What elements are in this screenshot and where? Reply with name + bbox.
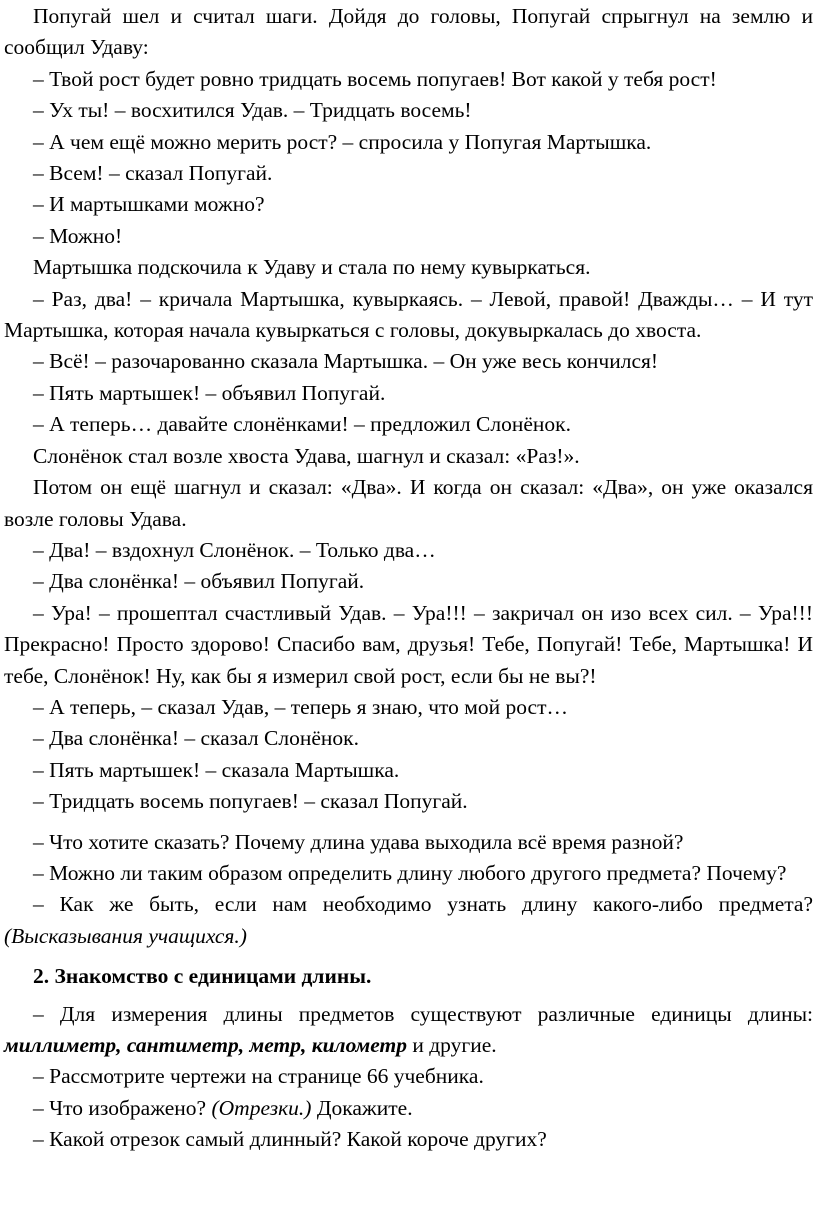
task-2 — [4, 1093, 813, 1124]
units-paragraph — [4, 999, 813, 1062]
story-paragraph: – Пять мартышек! – объявил Попугай. — [33, 380, 386, 405]
story-paragraph: – А теперь, – сказал Удав, – теперь я знаю, что мой рост… — [33, 694, 568, 719]
story-paragraph: – А теперь… давайте слонёнками! – предложил Слонёнок. — [33, 412, 571, 437]
story-paragraph: – Можно! — [33, 223, 123, 248]
story-paragraph: Слонёнок стал возле хвоста Удава, шагнул и сказал: «Раз!». — [33, 443, 580, 468]
story-paragraph: – Тридцать восемь попугаев! – сказал Попугай. — [33, 789, 468, 814]
story-paragraph: – Два слонёнка! – объявил Попугай. — [33, 569, 365, 594]
task-2-tail: Докажите. — [311, 1095, 413, 1120]
section-heading: 2. Знакомство с единицами длины. — [33, 964, 372, 989]
story-paragraph: – Два! – вздохнул Слонёнок. – Только два… — [33, 537, 436, 562]
task-1: – Рассмотрите чертежи на странице 66 учебника. — [33, 1064, 484, 1089]
story-paragraph: – И мартышками можно? — [33, 192, 265, 217]
story-paragraph: – Ура! – прошептал счастливый Удав. – Ура!!! – закричал он изо всех сил. – Ура!!! Прекрасно! Просто здорово! Спасибо вам, друзья! Тебе, Попугай! Тебе, Мартышка! И тебе, Слонёнок! Ну, как бы я измерил свой рост, если бы не вы?! — [4, 600, 813, 688]
story-paragraph: – Два слонёнка! – сказал Слонёнок. — [33, 726, 359, 751]
story-paragraph: Попугай шел и считал шаги. Дойдя до головы, Попугай спрыгнул на землю и сообщил Удаву: — [4, 4, 813, 60]
story-paragraph: – Пять мартышек! – сказала Мартышка. — [33, 757, 400, 782]
units-intro: – Для измерения длины предметов существуют различные единицы длины: — [33, 1001, 813, 1026]
task-2-answer: (Отрезки.) — [211, 1095, 312, 1120]
story-paragraph: Потом он ещё шагнул и сказал: «Два». И когда он сказал: «Два», он уже оказался возле головы Удава. — [4, 475, 813, 531]
units-tail: и другие. — [406, 1033, 497, 1057]
story-paragraph: – Раз, два! – кричала Мартышка, кувыркаясь. – Левой, правой! Дважды… – И тут Мартышка, которая начала кувыркаться с головы, докувыркалась до хвоста. — [4, 286, 813, 343]
story-paragraph: – А чем ещё можно мерить рост? – спросила у Попугая Мартышка. — [33, 129, 652, 154]
task-2-question: – Что изображено? — [33, 1095, 212, 1120]
question-2: – Можно ли таким образом определить длину любого другого предмета? Почему? — [33, 860, 787, 885]
question-3-text: – Как же быть, если нам необходимо узнать длину какого-либо предмета? — [33, 892, 813, 917]
story-paragraph: – Всем! – сказал Попугай. — [33, 161, 273, 186]
story-paragraph: – Всё! – разочарованно сказала Мартышка. – Он уже весь кончился! — [33, 349, 659, 374]
story-paragraph: – Ух ты! – восхитился Удав. – Тридцать восемь! — [33, 98, 472, 123]
units-list: миллиметр, сантиметр, метр, километр — [4, 1033, 407, 1057]
student-answers-note: (Высказывания учащихся.) — [4, 923, 247, 948]
story-paragraph: Мартышка подскочила к Удаву и стала по нему кувыркаться. — [33, 255, 591, 280]
task-3: – Какой отрезок самый длинный? Какой короче других? — [33, 1127, 547, 1152]
question-3 — [4, 889, 813, 952]
story-paragraph: – Твой рост будет ровно тридцать восемь попугаев! Вот какой у тебя рост! — [33, 66, 717, 91]
question-1: – Что хотите сказать? Почему длина удава выходила всё время разной? — [33, 829, 684, 854]
